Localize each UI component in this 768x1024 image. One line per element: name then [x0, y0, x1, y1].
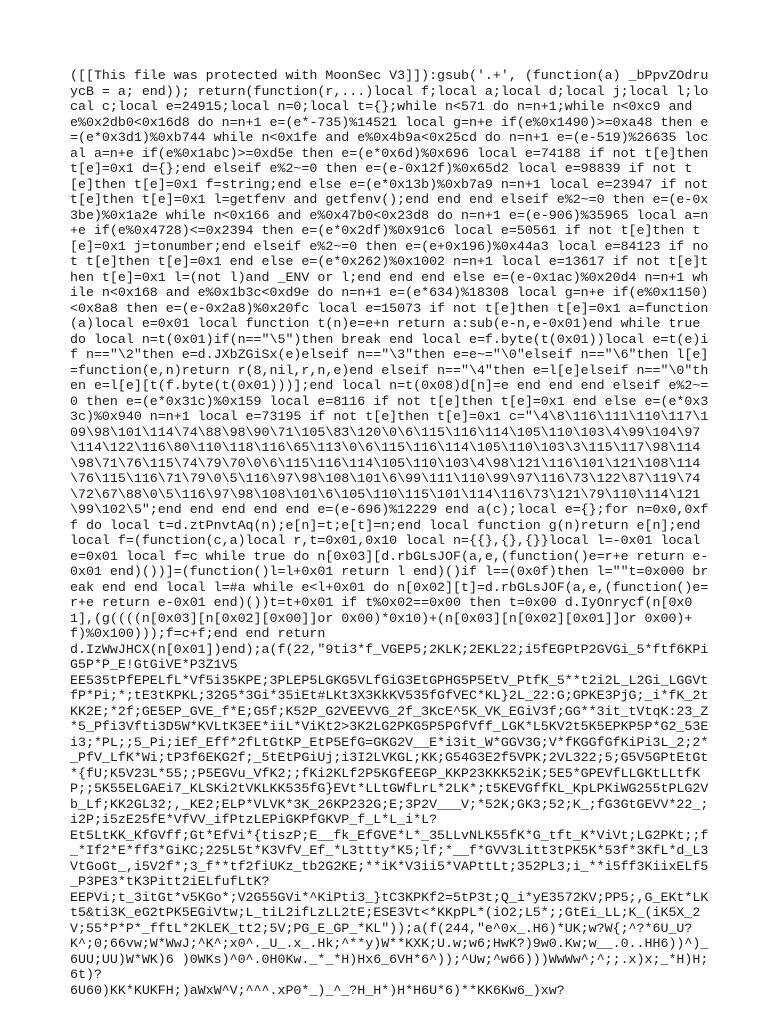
obfuscated-code-text: ([[This file was protected with MoonSec V3]]):gsub('.+', (function(a) _bPpvZOdruycB = a; end)); return(function(r,...)local f;local a;local d;local j;local l;local c;local e=24915;local n=0;local t={};while n<571 do n=n+1;while n<0xc9 and e%0x2db0<0x16d8 do n=n+1 e=(e*-735)%14521 local g=n+e if(e%0x1490)>=0xa48 then e=(e*0x3d1)%0xb744 while n<0x1fe and e%0x4b9a<0x25cd do n=n+1 e=(e-519)%26635 local a=n+e if(e%0x1abc)>=0xd5e then e=(e*0x6d)%0x696 local e=74188 if not t[e]then t[e]=0x1 d={};end elseif e%2~=0 then e=(e-0x12f)%0x65d2 local e=98839 if not t[e]then t[e]=0x1 f=string;end else e=(e*0x13b)%0xb7a9 n=n+1 local e=23947 if not t[e]then t[e]=0x1 l=getfenv and getfenv();end end end elseif e%2~=0 then e=(e-0x3be)%0x1a2e while n<0x166 and e%0x47b0<0x23d8 do n=n+1 e=(e-906)%35965 local a=n+e if(e%0x4728)<=0x2394 then e=(e*0x2df)%0x91c6 local e=50561 if not t[e]then t[e]=0x1 j=tonumber;end elseif e%2~=0 then e=(e+0x196)%0x44a3 local e=84123 if not t[e]then t[e]=0x1 end else e=(e*0x262)%0x1002 n=n+1 local e=13617 if not t[e]then t[e]=0x1 l=(not l)and _ENV or l;end end end else e=(e-0x1ac)%0x20d4 n=n+1 while n<0x168 and e%0x1b3c<0xd9e do n=n+1 e=(e*634)%18308 local g=n+e if(e%0x1150)<0x8a8 then e=(e-0x2a8)%0x20fc local e=15073 if not t[e]then t[e]=0x1 a=function(a)local e=0x01 local function t(n)e=e+n return a:sub(e-n,e-0x01)end while true do local n=t(0x01)if(n=="\5")then break end local e=f.byte(t(0x01))local e=t(e)if n=="\2"then e=d.JXbZGiSx(e)elseif n=="\3"then e=e~="\0"elseif n=="\6"then l[e]=function(e,n)return r(8,nil,r,n,e)end elseif n=="\4"then e=l[e]elseif n=="\0"then e=l[e][t(f.byte(t(0x01)))];end local n=t(0x08)d[n]=e end end end elseif e%2~=0 then e=(e*0x31c)%0x159 local e=8116 if not t[e]then t[e]=0x1 end else e=(e*0x33c)%0x940 n=n+1 local e=73195 if not t[e]then t[e]=0x1 c="\4\8\116\111\110\117\109\98\101\114\74\88\98\90\71\105\83\120\0\6\115\116\114\105\110\103\4\99\104\97\114\122\116\80\110\118\116\65\113\0\6\115\116\114\105\110\103\3\115\117\98\114\98\71\76\115\74\79\70\0\6\115\116\114\105\110\103\4\98\121\116\101\121\108\114\76\115\116\71\79\0\5\116\97\98\108\101\6\99\111\110\99\97\116\73\122\87\119\74\72\67\88\0\5\116\97\98\108\101\6\105\110\115\101\114\116\73\121\79\110\114\121\99\102\5";end end end end end e=(e-696)%12229 end a(c);local e={};for n=0x0,0xff do local t=d.ztPnvtAq(n);e[n]=t;e[t]=n;end local function g(n)return e[n];end local f=(function(c,a)local r,t=0x01,0x10 local n={{},{},{}}local l=-0x01 local e=0x01 local f=c while true do n[0x03][d.rbGLsJOF(a,e,(function()e=r+e return e-0x01 end)())]=(function()l=l+0x01 return l end)()if l==(0x0f)then l=""t=0x000 break end end local l=#a while e<l+0x01 do n[0x02][t]=d.rbGLsJOF(a,e,(function()e=r+e return e-0x01 end)())t=t+0x01 if t%0x02==0x00 then t=0x00 d.IyOnrycf(n[0x01],(g((((n[0x03][n[0x02][0x00]]or 0x00)*0x10)+(n[0x03][n[0x02][0x01]]or 0x00)+f)%0x100)));f=c+f;end end return d.IzWwJHCX(n[0x01])end);a(f(22,"9ti3*f_VGEP5;2KLK;2EKL22;i5fEGPtP2GVGi_5*ftf6KPiG5P*P_E!GtGiVE*P3Z1V5 EE535tPfEPELfL*Vf5i35KPE;3PLEP5LGKG5VLfGiG3EtGPHG5P5EtV_PtfK_5**t2i2L_L2Gi_LGGVtfP*Pi;*;tE3tKPKL;32G5*3Gi*35iEt#LKt3X3KkKV535fGfVEC*KL}2L_22:G;GPKE3PjG;_i*fK_2tKK2E;*2f;GE5EP_GVE_f*E;G5f;K52P_G2VEEVVG_2f_3KcE^5K_VK_EGiV3f;GG**3it_tVtqK:23_Z*5_Pfi3Vfti3D5W*KVLtK3EE*iiL*ViKt2>3K2LG2PKG5P5PGfVff_LGK*L5KV2t5K5EPKP5P*G2_53Ei3;*PL;;5_Pi;iEf_Eff*2fLtGtKP_EtP5EfG=GKG2V__E*i3it_W*GGV3G;V*fKGGfGfKiPi3L_2;2*_PfV_LfK*Wi;tP3f6EKG2f;_5tEtPGiUj;i3I2LVKGL;KK;G54G3E2f5VPK;2VL322;5;G5V5GPtEtGt*{fU;K5V23L*55;;P5EGVu_VfK2;;fKi2KLf2P5KGfEEGP_KKP23KKK52iK;5E5*GPEVfLLGKtLLtfKP;;5K55ELGAEi7_KLSKi2tVKLKK535fG}EVt*LLtGWfLrL*2LK*;t5KEVGffKL_KpLPKiWG255tPLG2Vb_Lf;KK2GL32;,_KE2;ELP*VLVK*3K_26KP232G;E;3P2V___V;*52K;GK3;52;K_;fG3GtGEVV*22_;i2P;i5zE25fE*VfVV_ifPtzLEPiGKPfGKVP_f_L*L_i*L? Et5LtKK_KfGVff;Gt*EfVi*{tiszP;E__fk_EfGVE*L*_35LLvNLK55fK*G_tft_K*ViVt;LG2PKt;;f_*If2*E*ff3*GiKC;225L5t*K3VfV_Ef_*L3ttty*K5;lf;*__f*GVV3Litt3tPK5K*53f*3KfL*d_L3VtGoGt_,i5V2f*;3_f**tf2fiUKz_tb2G2KE;**iK*V3ii5*VAPttLt;352PL3;i_**i5ff3KiixELf5_P3PE3*tK3Pitt2iELfufLtK? EEPVi;t_3itGt*v5KGo*;V2G55GVi*^KiPti3_}tC3KPKf2=5tP3t;Q_i*yE3572KV;PP5;,G_EKt*LKt5&ti3K_eG2tPK5EGiVtw;L_tiL2ifLzLL2tE;ESE3Vt<*KKpPL*(iO2;L5*;;GtEi_LL;K_(iK5X_2V;55*P*P*_fftL*2KLEK_tt2;5V;PG_E_GP_*KL"));a(f(244,"e^0x_.H6)*UK;w?W{;^?*6U_U? K^;0;66vw;W*WwJ;^K^;x0^._U_.x_.Hk;^**y)W**KXK;U.w;w6;HwK?)9w0.Kw;w__.0..HH6))^)_6UU;UU)W*WK)6 )0WKs)^0^.0H0Kw._*_*H)Hx6_6VH*6^));^Uw;^w66)))WwWw^;^;;.x)x;_*H)H;6t)? 6U60)KK*KUKFH;)aWxW^V;^^^.xP0*_)_^_?H_H*)H*H6U*6)**KK6Kw6_)xw?: [70, 68, 709, 998]
